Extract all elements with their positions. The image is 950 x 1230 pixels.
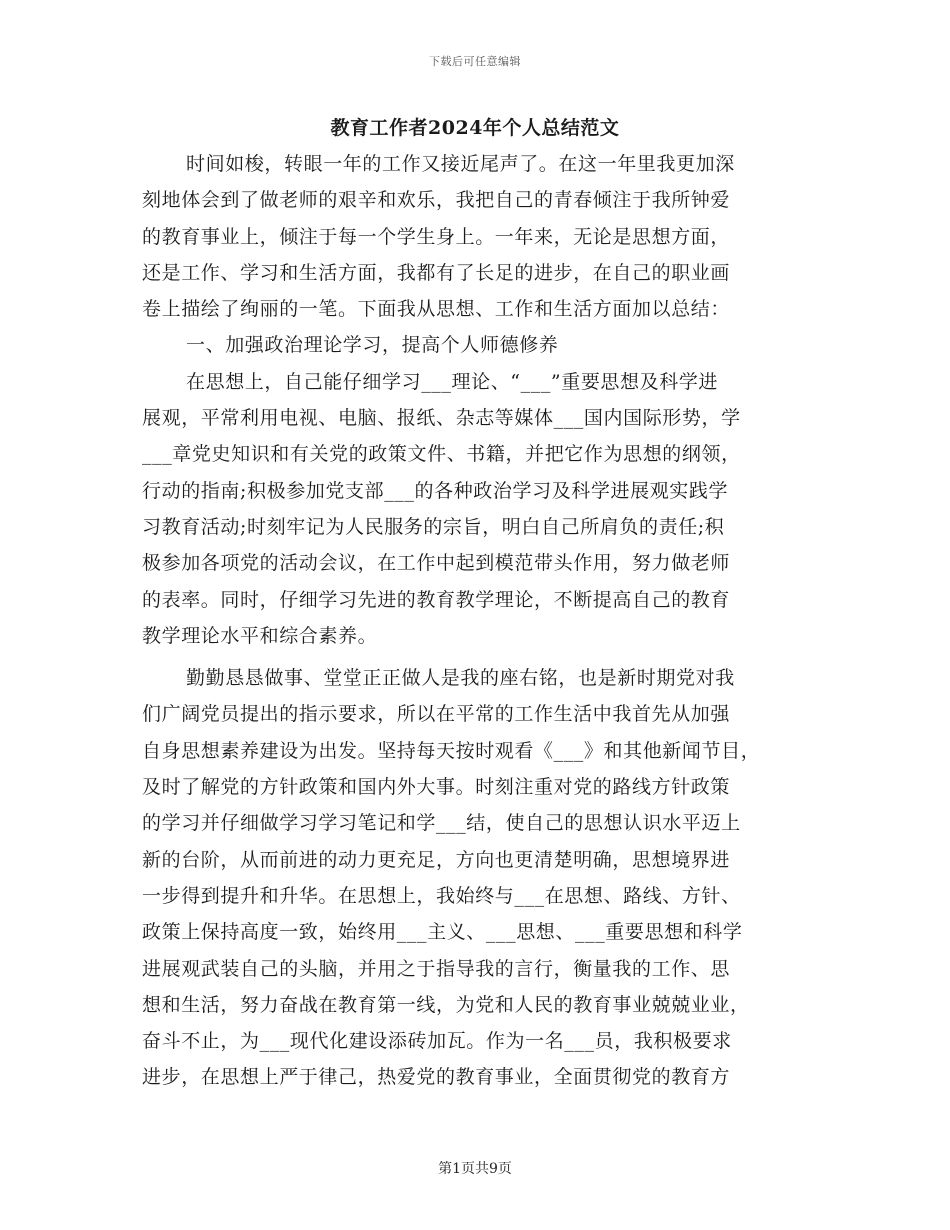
header-note: 下载后可任意编辑 [429,55,521,68]
body-line: 及时了解党的方针政策和国内外大事。时刻注重对党的路线方针政策 [142,776,731,799]
body-line: 奋斗不止，为___现代化建设添砖加瓦。作为一名___员，我积极要求 [142,1030,732,1053]
page-number-footer: 第1页共9页 [438,1161,512,1177]
document-title: 教育工作者2024年个人总结范文 [330,117,620,139]
document-body [142,146,818,1096]
body-line: 勤勤恳恳做事、堂堂正正做人是我的座右铭，也是新时期党对我 [186,667,735,690]
body-line: 教学理论水平和综合素养。 [142,624,378,647]
body-line: ___章党史知识和有关党的政策文件、书籍，并把它作为思想的纲领， [142,443,741,466]
body-line: 政策上保持高度一致，始终用___主义、___思想、___重要思想和科学 [142,921,743,944]
body-line: 极参加各项党的活动会议，在工作中起到模范带头作用，努力做老师 [142,552,731,575]
body-line: 们广阔党员提出的指示要求，所以在平常的工作生活中我首先从加强 [142,703,731,726]
body-line: 习教育活动;时刻牢记为人民服务的宗旨，明白自己所肩负的责任;积 [142,515,725,538]
body-line: 行动的指南;积极参加党支部___的各种政治学习及科学进展观实践学 [142,479,729,502]
body-line: 进步，在思想上严于律己，热爱党的教育事业，全面贯彻党的教育方 [142,1066,731,1089]
body-line: 刻地体会到了做老师的艰辛和欢乐，我把自己的青春倾注于我所钟爱 [142,189,731,212]
section-heading: 一、加强政治理论学习，提高个人师德修养 [186,334,559,357]
body-line: 展观，平常利用电视、电脑、报纸、杂志等媒体___国内国际形势，学 [142,407,741,430]
body-line: 新的台阶，从而前进的动力更充足，方向也更清楚明确，思想境界进 [142,848,731,871]
body-line: 的学习并仔细做学习学习笔记和学___结，使自己的思想认识水平迈上 [142,812,741,835]
body-line: 进展观武装自己的头脑，并用之于指导我的言行，衡量我的工作、思 [142,957,731,980]
body-line: 还是工作、学习和生活方面，我都有了长足的进步，在自己的职业画 [142,261,731,284]
body-line: 时间如梭，转眼一年的工作又接近尾声了。在这一年里我更加深 [186,153,735,175]
body-line: 想和生活，努力奋战在教育第一线，为党和人民的教育事业兢兢业业， [142,993,750,1016]
body-line: 的教育事业上，倾注于每一个学生身上。一年来，无论是思想方面， [142,225,731,248]
body-line: 一步得到提升和升华。在思想上，我始终与___在思想、路线、方针、 [142,884,741,907]
body-line: 在思想上，自己能仔细学习___理论、“___”重要思想及科学进 [186,370,719,393]
body-line: 自身思想素养建设为出发。坚持每天按时观看《___》和其他新闻节目， [142,739,761,762]
body-line: 卷上描绘了绚丽的一笔。下面我从思想、工作和生活方面加以总结： [142,298,731,321]
body-line: 的表率。同时，仔细学习先进的教育教学理论，不断提高自己的教育 [142,588,731,611]
